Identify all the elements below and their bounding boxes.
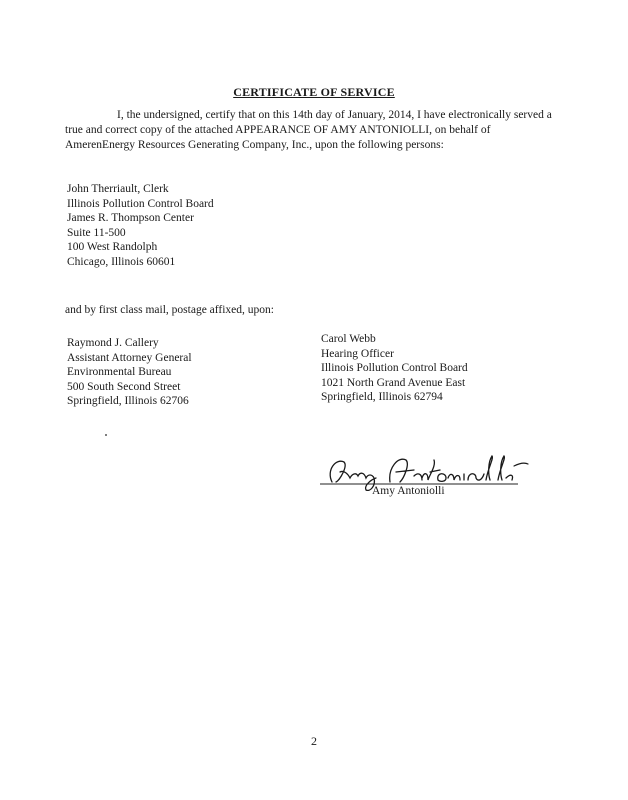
address-line: Suite 11-500 (67, 226, 126, 239)
certificate-title: CERTIFICATE OF SERVICE (233, 85, 395, 99)
mail-service-line: and by first class mail, postage affixed, upon: (65, 304, 274, 316)
certificate-intro (65, 108, 555, 153)
page-number: 2 (311, 734, 317, 748)
signature-stroke (330, 461, 376, 490)
signature-stroke (514, 463, 528, 466)
address-line: Hearing Officer (321, 347, 394, 360)
address-line: John Therriault, Clerk (67, 183, 169, 195)
address-line: Springfield, Illinois 62794 (321, 391, 443, 403)
recipient-address-left (67, 336, 192, 409)
address-line: 100 West Randolph (67, 241, 158, 253)
signature-stroke (390, 456, 513, 482)
recipient-address-right (321, 332, 468, 405)
address-line: Carol Webb (321, 333, 376, 345)
intro-paragraph: I, the undersigned, certify that on this 14th day of January, 2014, I have electronically served a true and correct copy of the attached APPEARANCE OF AMY ANTONIOLLI, on behalf of AmerenEnergy Resources Generating Company, Inc., upon the following persons: (65, 109, 552, 151)
stray-mark (105, 434, 107, 436)
address-line: Illinois Pollution Control Board (321, 362, 468, 374)
address-line: Illinois Pollution Control Board (67, 197, 214, 210)
signer-name: Amy Antoniolli (372, 485, 445, 497)
address-line: James R. Thompson Center (67, 212, 194, 224)
address-line: Assistant Attorney General (67, 351, 192, 364)
clerk-address (67, 182, 214, 269)
address-line: Environmental Bureau (67, 366, 172, 378)
address-line: Springfield, Illinois 62706 (67, 395, 189, 407)
address-line: 1021 North Grand Avenue East (321, 376, 466, 389)
address-line: Chicago, Illinois 60601 (67, 255, 176, 268)
address-line: Raymond J. Callery (67, 337, 159, 349)
address-line: 500 South Second Street (67, 380, 181, 393)
